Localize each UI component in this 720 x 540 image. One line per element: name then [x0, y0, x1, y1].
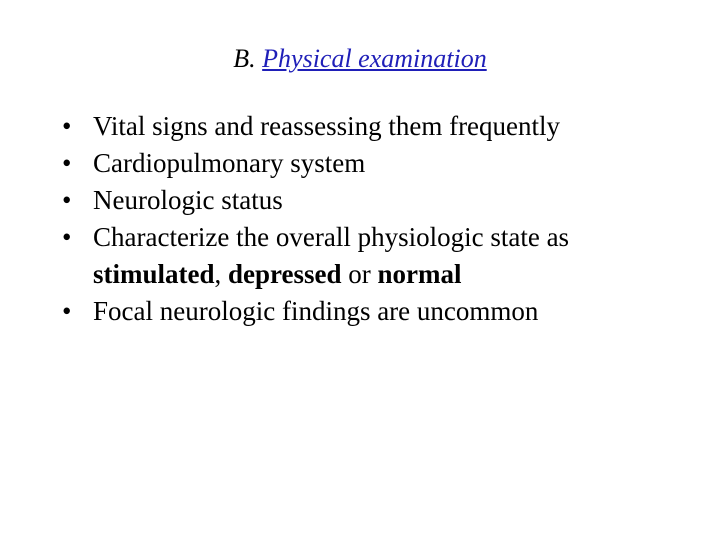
bold-depressed: depressed: [228, 259, 342, 289]
bullet-icon: •: [62, 296, 72, 326]
bullet-list: [62, 108, 682, 330]
bullet-text: Characterize the overall physiologic state as: [93, 222, 570, 252]
bullet-text: Neurologic status: [93, 185, 283, 215]
bullet-item-physiologic-state: [62, 219, 682, 293]
bullet-text: Cardiopulmonary system: [93, 148, 366, 178]
bullet-item-vital-signs: [62, 108, 682, 145]
bullet-item-cardiopulmonary: [62, 145, 682, 182]
slide-title: [0, 40, 720, 78]
separator-comma: ,: [214, 259, 228, 289]
bold-stimulated: stimulated: [93, 259, 215, 289]
bold-normal: normal: [377, 259, 462, 289]
bullet-icon: •: [62, 111, 72, 141]
title-link[interactable]: Physical examination: [262, 44, 487, 73]
separator-or: or: [341, 259, 378, 289]
bullet-item-neurologic-status: [62, 182, 682, 219]
bullet-icon: •: [62, 148, 72, 178]
bullet-item-focal-findings: [62, 293, 682, 330]
bullet-text: Focal neurologic findings are uncommon: [93, 296, 539, 326]
title-prefix: B.: [233, 44, 263, 73]
bullet-text: Vital signs and reassessing them frequently: [93, 111, 561, 141]
bullet-icon: •: [62, 185, 72, 215]
bullet-icon: •: [62, 222, 72, 252]
